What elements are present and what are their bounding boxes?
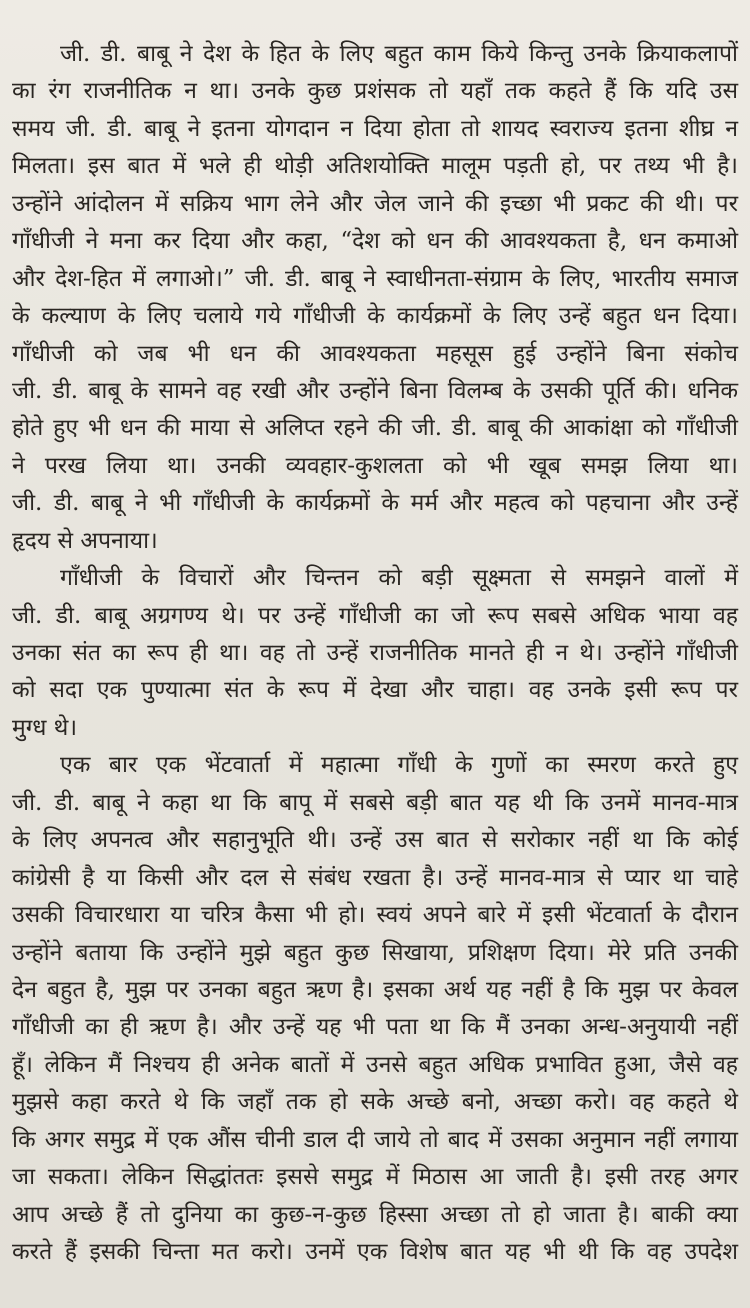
text-line: के कल्याण के लिए चलाये गये गाँधीजी के कार्यक्रमों के लिए उन्हें बहुत धन दिया। [12,303,738,330]
text-line: एक बार एक भेंटवार्ता में महात्मा गाँधी के गुणों का स्मरण करते हुए [60,752,738,779]
text-line: हृदय से अपनाया। [12,527,158,554]
text-line: जी. डी. बाबू ने देश के हित के लिए बहुत काम किये किन्तु उनके क्रियाकलापों [60,41,738,67]
text-line: गाँधीजी को जब भी धन की आवश्यकता महसूस हुई उन्होंने बिना संकोच [12,340,738,367]
text-line: मुझसे कहा करते थे कि जहाँ तक हो सके अच्छे बनो, अच्छा करो। वह कहते थे [12,1089,738,1116]
text-line: कि अगर समुद्र में एक औंस चीनी डाल दी जाये तो बाद में उसका अनुमान नहीं लगाया [12,1126,738,1153]
text-line: और देश-हित में लगाओ।” जी. डी. बाबू ने स्वाधीनता-संग्राम के लिए, भारतीय समाज [12,265,738,292]
text-line: गाँधीजी ने मना कर दिया और कहा, “देश को धन की आवश्यकता है, धन कमाओ [12,228,738,255]
text-line: हूँ। लेकिन मैं निश्चय ही अनेक बातों में उनसे बहुत अधिक प्रभावित हुआ, जैसे वह [12,1051,738,1078]
text-line: समय जी. डी. बाबू ने इतना योगदान न दिया होता तो शायद स्वराज्य इतना शीघ्र न [12,115,738,142]
text-line: देन बहुत है, मुझ पर उनका बहुत ऋण है। इसका अर्थ यह नहीं है कि मुझ पर केवल [12,976,738,1003]
text-line: ने परख लिया था। उनकी व्यवहार-कुशलता को भी खूब समझ लिया था। [12,452,738,479]
text-line: कांग्रेसी है या किसी और दल से संबंध रखता है। उन्हें मानव-मात्र से प्यार था चाहे [12,864,738,891]
text-line: को सदा एक पुण्यात्मा संत के रूप में देखा और चाहा। वह उनके इसी रूप पर [12,677,738,704]
body-text [12,36,738,1271]
text-line: जी. डी. बाबू के सामने वह रखी और उन्होंने बिना विलम्ब के उसकी पूर्ति की। धनिक [12,377,738,404]
text-line: उसकी विचारधारा या चरित्र कैसा भी हो। स्वयं अपने बारे में इसी भेंटवार्ता के दौरान [12,902,738,929]
text-line: जा सकता। लेकिन सिद्धांततः इससे समुद्र में मिठास आ जाती है। इसी तरह अगर [12,1164,738,1191]
text-line: का रंग राजनीतिक न था। उनके कुछ प्रशंसक तो यहाँ तक कहते हैं कि यदि उस [12,78,738,105]
text-line: के लिए अपनत्व और सहानुभूति थी। उन्हें उस बात से सरोकार नहीं था कि कोई [12,827,738,854]
text-line: मुग्ध थे। [12,714,78,741]
text-line: होते हुए भी धन की माया से अलिप्त रहने की जी. डी. बाबू की आकांक्षा को गाँधीजी [12,415,738,442]
text-line: करते हैं इसकी चिन्ता मत करो। उनमें एक विशेष बात यह भी थी कि वह उपदेश [12,1239,738,1265]
text-line: गाँधीजी का ही ऋण है। और उन्हें यह भी पता था कि मैं उनका अन्ध-अनुयायी नहीं [12,1014,738,1041]
text-line: उन्होंने आंदोलन में सक्रिय भाग लेने और जेल जाने की इच्छा भी प्रकट की थी। पर [12,190,738,217]
text-line: मिलता। इस बात में भले ही थोड़ी अतिशयोक्ति मालूम पड़ती हो, पर तथ्य भी है। [12,153,738,180]
text-line: जी. डी. बाबू ने कहा था कि बापू में सबसे बड़ी बात यह थी कि उनमें मानव-मात्र [12,789,738,816]
text-line: जी. डी. बाबू ने भी गाँधीजी के कार्यक्रमों के मर्म और महत्व को पहचाना और उन्हें [12,490,738,517]
text-line: आप अच्छे हैं तो दुनिया का कुछ-न-कुछ हिस्सा अच्छा तो हो जाता है। बाकी क्या [12,1201,738,1228]
text-line: जी. डी. बाबू अग्रगण्य थे। पर उन्हें गाँधीजी का जो रूप सबसे अधिक भाया वह [12,602,738,629]
text-line: उनका संत का रूप ही था। वह तो उन्हें राजनीतिक मानते ही न थे। उन्होंने गाँधीजी [12,640,738,666]
text-line: गाँधीजी के विचारों और चिन्तन को बड़ी सूक्ष्मता से समझने वालों में [60,565,738,592]
text-line: उन्होंने बताया कि उन्होंने मुझे बहुत कुछ सिखाया, प्रशिक्षण दिया। मेरे प्रति उनकी [12,939,738,966]
